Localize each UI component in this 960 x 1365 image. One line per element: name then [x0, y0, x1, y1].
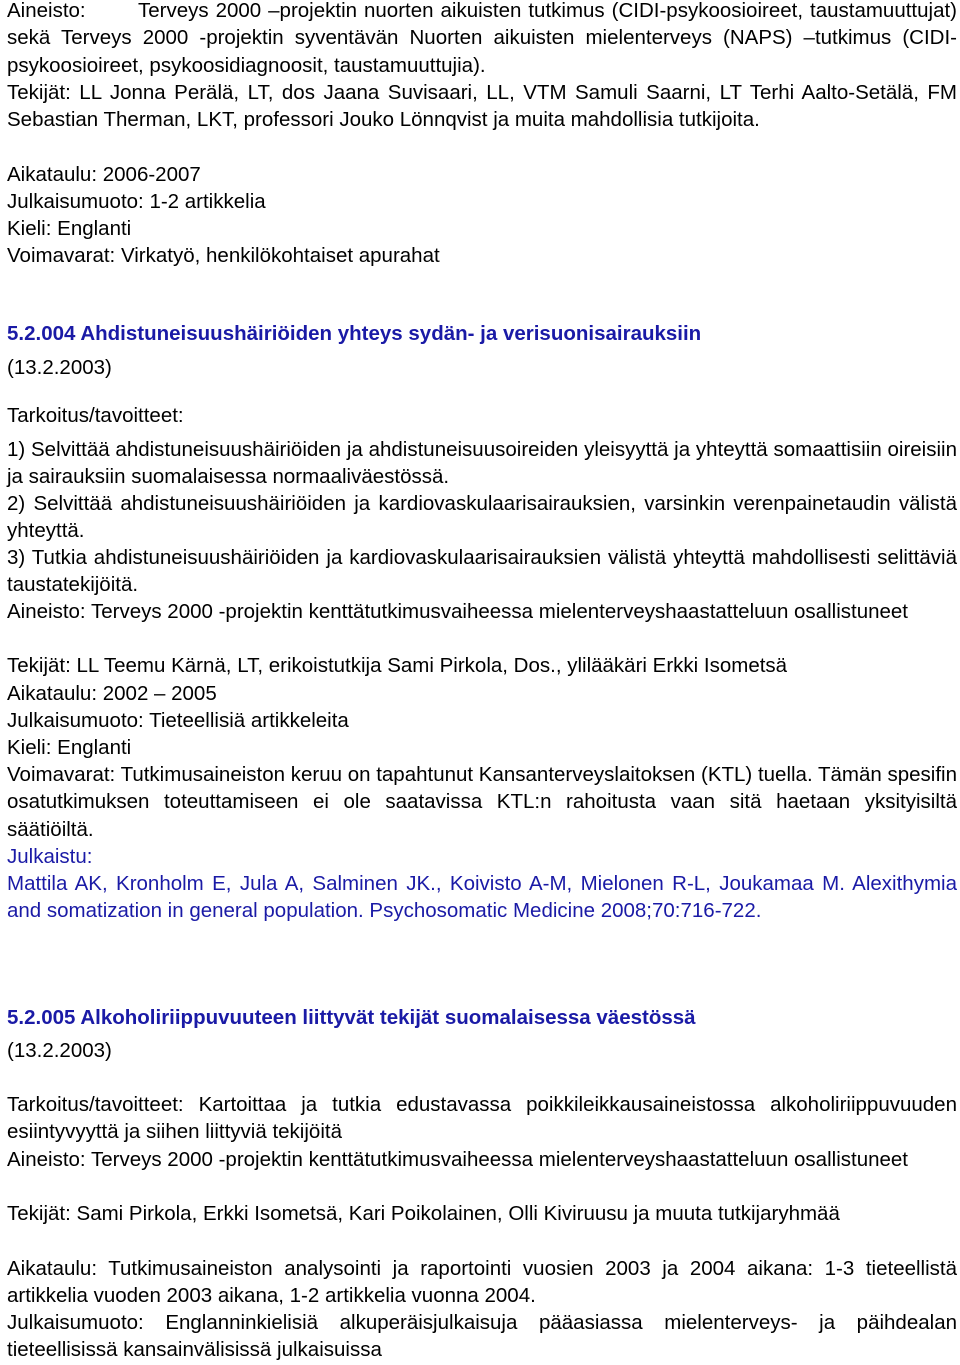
s3-tarkoitus-text: Kartoittaa ja tutkia edustavassa poikkileikkausaineistossa alkoholiriippuvuuden esiintyvyyttä ja siihen liittyviä tekijöitä [7, 1093, 957, 1144]
s1-aikataulu [7, 161, 957, 188]
s1-tekijat-label: Tekijät: [7, 81, 71, 104]
s2-date: (13.2.2003) [7, 356, 112, 379]
s2-aikataulu-text: 2002 – 2005 [102, 682, 217, 705]
s3-aikataulu-label: Aikataulu: [7, 1257, 98, 1280]
s3-heading: 5.2.005 Alkoholiriippuvuuteen liittyvät tekijät suomalaisessa väestössä [7, 1006, 696, 1029]
s1-julkaisumuoto-label: Julkaisumuoto: [7, 190, 144, 213]
s2-voimavarat-label: Voimavarat: [7, 763, 116, 786]
s3-tarkoitus-label: Tarkoitus/tavoitteet: [7, 1093, 184, 1116]
s2-voimavarat [7, 761, 957, 843]
s2-julkaisumuoto [7, 707, 957, 734]
s3-tekijat-label: Tekijät: [7, 1202, 71, 1225]
s1-julkaisumuoto-text: 1-2 artikkelia [149, 190, 266, 213]
s2-aineisto-label: Aineisto: [7, 600, 86, 623]
s2-voimavarat-text: Tutkimusaineiston keruu on tapahtunut Kansanterveyslaitoksen (KTL) tuella. Tämän spesifin osatutkimuksen toteuttamiseen ei ole saatavissa KTL:n rahoitusta vaan sitä haetaan yksityisiltä säätiöiltä. [7, 763, 957, 841]
s2-julkaistu-label: Julkaistu: [7, 845, 93, 868]
s1-kieli [7, 215, 957, 242]
s1-voimavarat-text: Virkatyö, henkilökohtaiset apurahat [120, 244, 440, 267]
s1-aikataulu-text: 2006-2007 [102, 163, 201, 186]
s2-goal-1: 1) Selvittää ahdistuneisuushäiriöiden ja ahdistuneisuusoireiden yleisyyttä ja yhteyttä somaattisiin oireisiin ja sairauksiin suomalaisessa normaaliväestössä. [7, 438, 957, 489]
s2-aineisto-text: Terveys 2000 -projektin kenttätutkimusvaiheessa mielenterveyshaastatteluun osallistuneet [90, 600, 908, 623]
s2-tekijat [7, 652, 957, 679]
s2-aikataulu-label: Aikataulu: [7, 682, 98, 705]
s3-julkaisumuoto-label: Julkaisumuoto: [7, 1311, 144, 1334]
s2-kieli [7, 734, 957, 761]
s1-julkaisumuoto [7, 188, 957, 215]
s1-voimavarat-label: Voimavarat: [7, 244, 116, 267]
s3-tarkoitus [7, 1091, 957, 1146]
s3-aikataulu [7, 1255, 957, 1310]
s1-voimavarat [7, 242, 957, 269]
s1-aineisto-label: Aineisto: [7, 0, 86, 22]
s2-aineisto [7, 598, 957, 625]
s1-aineisto-text: Terveys 2000 –projektin nuorten aikuisten tutkimus (CIDI-psykoosioireet, taustamuuttujat) sekä Terveys 2000 -projektin syventävän Nuorten aikuisten mielenterveys (NAPS) –tutkimus (CIDI-psykoosioireet, psykoosidiagnoosit, taustamuuttujia). [7, 0, 957, 77]
s3-date: (13.2.2003) [7, 1039, 112, 1062]
s3-aineisto-text: Terveys 2000 -projektin kenttätutkimusvaiheessa mielenterveyshaastatteluun osallistuneet [90, 1148, 908, 1171]
s2-heading: 5.2.004 Ahdistuneisuushäiriöiden yhteys sydän- ja verisuonisairauksiin [7, 322, 702, 345]
s3-tekijat [7, 1200, 957, 1227]
s3-tekijat-text: Sami Pirkola, Erkki Isometsä, Kari Poikolainen, Olli Kiviruusu ja muuta tutkijaryhmää [76, 1202, 840, 1225]
s2-goal-2: 2) Selvittää ahdistuneisuushäiriöiden ja kardiovaskulaarisairauksien, varsinkin verenpainetaudin välistä yhteyttä. [7, 492, 957, 543]
s1-tekijat [7, 79, 957, 134]
s2-kieli-text: Englanti [57, 736, 132, 759]
s1-kieli-label: Kieli: [7, 217, 52, 240]
s3-julkaisumuoto [7, 1309, 957, 1364]
s2-julkaistu-text: Mattila AK, Kronholm E, Jula A, Salminen JK., Koivisto A-M, Mielonen R-L, Joukamaa M. Alexithymia and somatization in general population. Psychosomatic Medicine 2008;70:716-722. [7, 872, 957, 923]
s2-julkaisumuoto-text: Tieteellisiä artikkeleita [149, 709, 349, 732]
s2-kieli-label: Kieli: [7, 736, 52, 759]
s2-tekijat-text: LL Teemu Kärnä, LT, erikoistutkija Sami Pirkola, Dos., ylilääkäri Erkki Isometsä [76, 654, 788, 677]
s2-tekijat-label: Tekijät: [7, 654, 71, 677]
s1-kieli-text: Englanti [57, 217, 132, 240]
s1-aikataulu-label: Aikataulu: [7, 163, 98, 186]
s3-julkaisumuoto-text: Englanninkielisiä alkuperäisjulkaisuja pääasiassa mielenterveys- ja päihdealan tieteellisissä kansainvälisissä julkaisuissa [7, 1311, 957, 1362]
s3-aineisto [7, 1146, 957, 1173]
s2-aikataulu [7, 680, 957, 707]
s3-aineisto-label: Aineisto: [7, 1148, 86, 1171]
s3-aikataulu-text: Tutkimusaineiston analysointi ja raportointi vuosien 2003 ja 2004 aikana: 1-3 tieteellistä artikkelia vuoden 2003 aikana, 1-2 artikkelia vuonna 2004. [7, 1257, 957, 1308]
s2-julkaisumuoto-label: Julkaisumuoto: [7, 709, 144, 732]
s1-aineisto [7, 0, 957, 79]
s1-tekijat-text: LL Jonna Perälä, LT, dos Jaana Suvisaari, LL, VTM Samuli Saarni, LT Terhi Aalto-Setälä, FM Sebastian Therman, LKT, professori Jouko Lönnqvist ja muita mahdollisia tutkijoita. [7, 81, 957, 132]
s2-tarkoitus-label: Tarkoitus/tavoitteet: [7, 404, 184, 427]
s2-goal-3: 3) Tutkia ahdistuneisuushäiriöiden ja kardiovaskulaarisairauksien välistä yhteyttä mahdollisesti selittäviä taustatekijöitä. [7, 546, 957, 597]
